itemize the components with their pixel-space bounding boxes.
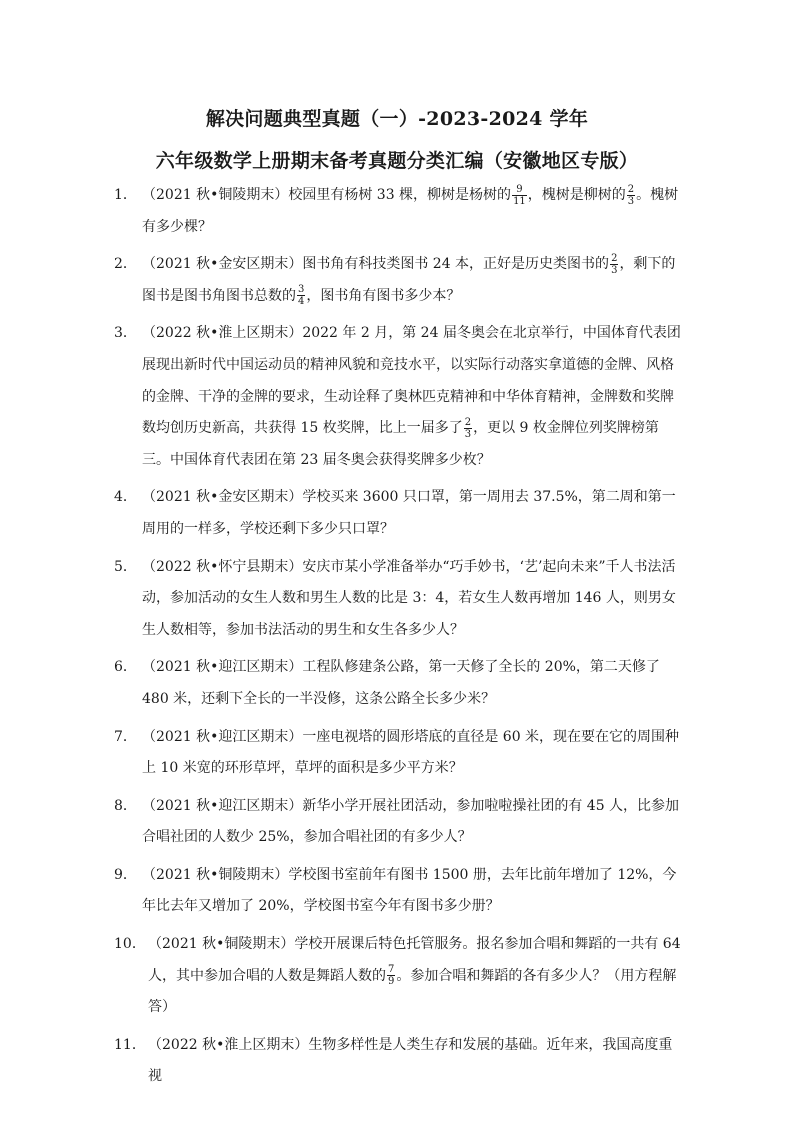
question-text (142, 652, 682, 715)
question-item (114, 318, 682, 476)
question-text (142, 482, 682, 545)
question-list (114, 180, 682, 1099)
question-number: 2． (114, 256, 137, 273)
question-text (142, 791, 682, 854)
fraction-numerator: 3 (298, 284, 305, 296)
question-item (114, 722, 682, 785)
question-text-segment: （2022 秋•淮上区期末）生物多样性是人类生存和发展的基础。近年来，我国高度重视 (148, 1036, 673, 1085)
question-text-segment: （2021 秋•铜陵期末）学校开展课后特色托管服务。报名参加合唱和舞蹈的一共有 64 人，其中参加合唱的人数是舞蹈人数的 (148, 936, 681, 984)
question-number: 9． (114, 866, 137, 883)
question-text (142, 249, 682, 312)
question-text-segment: 。参加合唱和舞蹈的各有多少人？（用方程解答） (148, 967, 677, 1016)
fraction-denominator: 3 (627, 195, 635, 207)
fraction (297, 284, 305, 307)
fraction-numerator: 2 (627, 183, 635, 195)
question-text-segment: （2022 秋•怀宁县期末）安庆市某小学准备举办“巧手妙书，‘艺’起向未来”千人书法活动，参加活动的女生人数和男生人数的比是 3：4，若女生人数再增加 146 人，则男女生人数相等，参加书法活动的男生和女生各多少人？ (142, 558, 676, 638)
document-title: 解决问题典型真题（一）-2023-2024 学年 (205, 108, 589, 130)
question-text (142, 552, 682, 647)
fraction (387, 964, 395, 987)
question-text (142, 722, 682, 785)
fraction (627, 184, 635, 207)
question-item (114, 652, 682, 715)
question-text-segment: （2021 秋•金安区期末）图书角有科技类图书 24 本，正好是历史类图书的 (142, 256, 610, 273)
question-text (142, 318, 682, 476)
fraction-denominator: 3 (464, 428, 472, 440)
question-number: 1． (114, 187, 137, 203)
question-item (114, 249, 682, 312)
question-text-segment: ，剩下的图书是图书角图书总数的 (142, 256, 676, 304)
fraction-denominator: 3 (611, 264, 618, 276)
fraction-denominator: 9 (388, 976, 395, 988)
question-number: 4． (114, 489, 137, 506)
question-text (148, 1030, 682, 1093)
question-text-segment: （2021 秋•迎江区期末）一座电视塔的圆形塔底的直径是 60 米，现在要在它的周围种上 10 米宽的环形草坪，草坪的面积是多少平方米？ (142, 728, 680, 777)
question-item (114, 860, 682, 923)
fraction-numerator: 9 (512, 184, 527, 196)
question-text-segment: （2021 秋•铜陵期末）校园里有杨树 33 棵，柳树是杨树的 (142, 187, 512, 203)
question-text-segment: （2021 秋•迎江区期末）新华小学开展社团活动，参加啦啦操社团的有 45 人，比参加合唱社团的人数少 25%，参加合唱社团的有多少人？ (142, 797, 680, 846)
question-number: 6． (114, 659, 137, 676)
question-item (114, 180, 682, 243)
question-item (114, 929, 682, 1024)
question-text-segment: （2021 秋•金安区期末）学校买来 3600 只口罩，第一周用去 37.5%，第二周和第一周用的一样多，学校还剩下多少只口罩？ (142, 489, 676, 537)
question-text-segment: （2021 秋•铜陵期末）学校图书室前年有图书 1500 册，去年比前年增加了 12%，今年比去年又增加了 20%，学校图书室今年有图书多少册？ (142, 866, 677, 915)
question-item (114, 791, 682, 854)
fraction (610, 253, 618, 276)
question-number: 11． (114, 1036, 146, 1053)
question-item (114, 482, 682, 545)
question-text (142, 180, 682, 243)
question-item (114, 552, 682, 647)
question-number: 7． (114, 728, 137, 745)
question-text (148, 929, 682, 1024)
fraction-denominator: 4 (298, 296, 305, 308)
question-text-segment: ，槐树是柳树的 (527, 187, 626, 203)
document-subtitle: 六年级数学上册期末备考真题分类汇编（安徽地区专版） (155, 150, 639, 172)
question-text-segment: （2021 秋•迎江区期末）工程队修建条公路，第一天修了全长的 20%，第二天修了 480 米，还剩下全长的一半没修，这条公路全长多少米？ (142, 659, 660, 707)
fraction (512, 184, 527, 207)
question-text-segment: ，图书角有图书多少本？ (306, 287, 461, 304)
fraction (464, 417, 472, 440)
fraction-numerator: 7 (388, 964, 395, 976)
fraction-numerator: 2 (464, 416, 472, 428)
question-number: 8． (114, 797, 137, 814)
fraction-numerator: 2 (611, 252, 618, 264)
question-text-segment: 。槐树有多少棵？ (142, 187, 679, 235)
question-number: 3． (114, 325, 137, 342)
question-number: 10． (114, 936, 146, 953)
question-text-segment: （2022 秋•淮上区期末）2022 年 2 月，第 24 届冬奥会在北京举行，中国体育代表团展现出新时代中国运动员的精神风貌和竞技水平，以实际行动落实拿道德的金牌、风格的金牌、干净的金牌的要求，生动诠释了奥林匹克精神和中华体育精神，金牌数和奖牌数均创历史新高，共获得 15 枚奖牌，比上一届多了 (142, 325, 681, 437)
question-text (142, 860, 682, 923)
question-item (114, 1030, 682, 1093)
question-text-segment: ，更以 9 枚金牌位列奖牌榜第三。中国体育代表团在第 23 届冬奥会获得奖牌多少枚？ (142, 420, 659, 468)
question-number: 5． (114, 558, 137, 575)
fraction-denominator: 11 (513, 195, 526, 207)
